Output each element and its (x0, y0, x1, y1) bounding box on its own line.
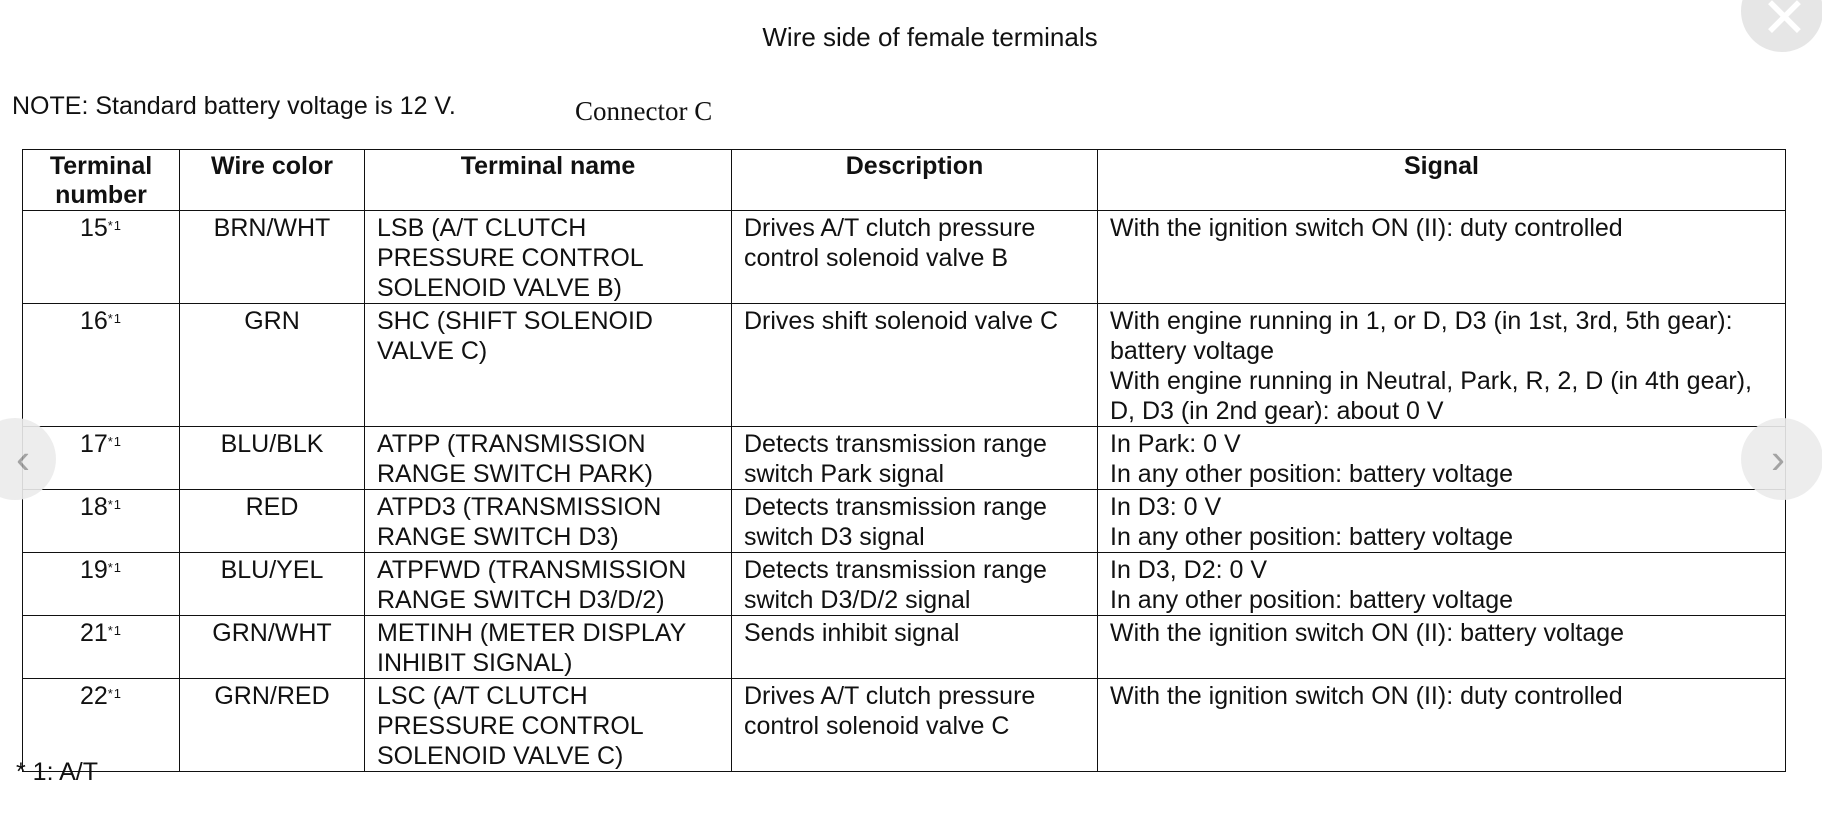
signal-line: With engine running in 1, or D, D3 (in 1st, 3rd, 5th gear): battery voltage (1110, 307, 1733, 365)
footnote-mark: *1 (107, 560, 123, 575)
footnote-mark: *1 (107, 434, 123, 449)
table-header-row (23, 150, 1786, 211)
terminal-signal (1098, 304, 1786, 427)
terminal-table (22, 149, 1786, 772)
wire-color: BRN/WHT (180, 211, 365, 304)
chevron-right-icon: › (1771, 435, 1785, 482)
table-row (23, 490, 1786, 553)
terminal-description: Detects transmission range switch Park signal (732, 427, 1098, 490)
terminal-number-value: 21 (79, 619, 108, 647)
signal-line: With the ignition switch ON (II): battery voltage (1110, 619, 1625, 647)
terminal-signal (1098, 679, 1786, 772)
footnote-mark: *1 (107, 623, 123, 638)
footnote-mark: *1 (107, 311, 123, 326)
terminal-name: METINH (METER DISPLAY INHIBIT SIGNAL) (365, 616, 732, 679)
table-row (23, 616, 1786, 679)
terminal-number-value: 18 (79, 493, 108, 521)
column-header-signal: Signal (1098, 150, 1786, 211)
signal-line: In any other position: battery voltage (1110, 586, 1514, 614)
terminal-name: ATPD3 (TRANSMISSION RANGE SWITCH D3) (365, 490, 732, 553)
terminal-number-value: 22 (79, 682, 108, 710)
column-header-description: Description (732, 150, 1098, 211)
signal-line: In any other position: battery voltage (1110, 523, 1514, 551)
terminal-signal (1098, 211, 1786, 304)
terminal-name: ATPP (TRANSMISSION RANGE SWITCH PARK) (365, 427, 732, 490)
terminal-number-value: 15 (79, 214, 108, 242)
close-icon: ✕ (1761, 0, 1808, 49)
wire-color: BLU/BLK (180, 427, 365, 490)
wire-color: RED (180, 490, 365, 553)
terminal-name: LSB (A/T CLUTCH PRESSURE CONTROL SOLENOID VALVE B) (365, 211, 732, 304)
terminal-name: SHC (SHIFT SOLENOID VALVE C) (365, 304, 732, 427)
next-button[interactable] (1741, 418, 1822, 500)
terminal-number (23, 211, 180, 304)
signal-line: With the ignition switch ON (II): duty controlled (1110, 214, 1623, 242)
terminal-signal (1098, 490, 1786, 553)
connector-label: Connector C (575, 96, 713, 126)
page-title: Wire side of female terminals (762, 22, 1098, 52)
wire-color: GRN (180, 304, 365, 427)
terminal-number-value: 19 (79, 556, 108, 584)
footnote-mark: *1 (107, 218, 123, 233)
terminal-number (23, 490, 180, 553)
signal-line: With engine running in Neutral, Park, R, 2, D (in 4th gear), D, D3 (in 2nd gear): about 0 V (1110, 367, 1752, 425)
terminal-description: Detects transmission range switch D3 signal (732, 490, 1098, 553)
wire-color: BLU/YEL (180, 553, 365, 616)
terminal-name: LSC (A/T CLUTCH PRESSURE CONTROL SOLENOID VALVE C) (365, 679, 732, 772)
footnote: * 1: A/T (16, 758, 98, 786)
terminal-number-value: 16 (79, 307, 108, 335)
terminal-number (23, 616, 180, 679)
terminal-description: Drives shift solenoid valve C (732, 304, 1098, 427)
wire-color: GRN/WHT (180, 616, 365, 679)
column-header-terminal-number: Terminal number (23, 150, 180, 211)
terminal-signal (1098, 553, 1786, 616)
column-header-terminal-name: Terminal name (365, 150, 732, 211)
table-row (23, 427, 1786, 490)
terminal-description: Detects transmission range switch D3/D/2 signal (732, 553, 1098, 616)
table-row (23, 211, 1786, 304)
wire-color: GRN/RED (180, 679, 365, 772)
terminal-number-value: 17 (79, 430, 108, 458)
footnote-mark: *1 (107, 497, 123, 512)
chevron-left-icon: ‹ (16, 435, 30, 482)
signal-line: In D3, D2: 0 V (1110, 556, 1268, 584)
terminal-description: Drives A/T clutch pressure control solenoid valve B (732, 211, 1098, 304)
voltage-note: NOTE: Standard battery voltage is 12 V. (12, 92, 456, 120)
terminal-description: Drives A/T clutch pressure control solenoid valve C (732, 679, 1098, 772)
signal-line: In any other position: battery voltage (1110, 460, 1514, 488)
signal-line: In Park: 0 V (1110, 430, 1241, 458)
table-row (23, 304, 1786, 427)
terminal-number (23, 553, 180, 616)
table-row (23, 553, 1786, 616)
column-header-wire-color: Wire color (180, 150, 365, 211)
signal-line: In D3: 0 V (1110, 493, 1222, 521)
terminal-signal (1098, 427, 1786, 490)
table-row (23, 679, 1786, 772)
terminal-signal (1098, 616, 1786, 679)
terminal-description: Sends inhibit signal (732, 616, 1098, 679)
terminal-name: ATPFWD (TRANSMISSION RANGE SWITCH D3/D/2) (365, 553, 732, 616)
terminal-number (23, 304, 180, 427)
signal-line: With the ignition switch ON (II): duty controlled (1110, 682, 1623, 710)
footnote-mark: *1 (107, 686, 123, 701)
